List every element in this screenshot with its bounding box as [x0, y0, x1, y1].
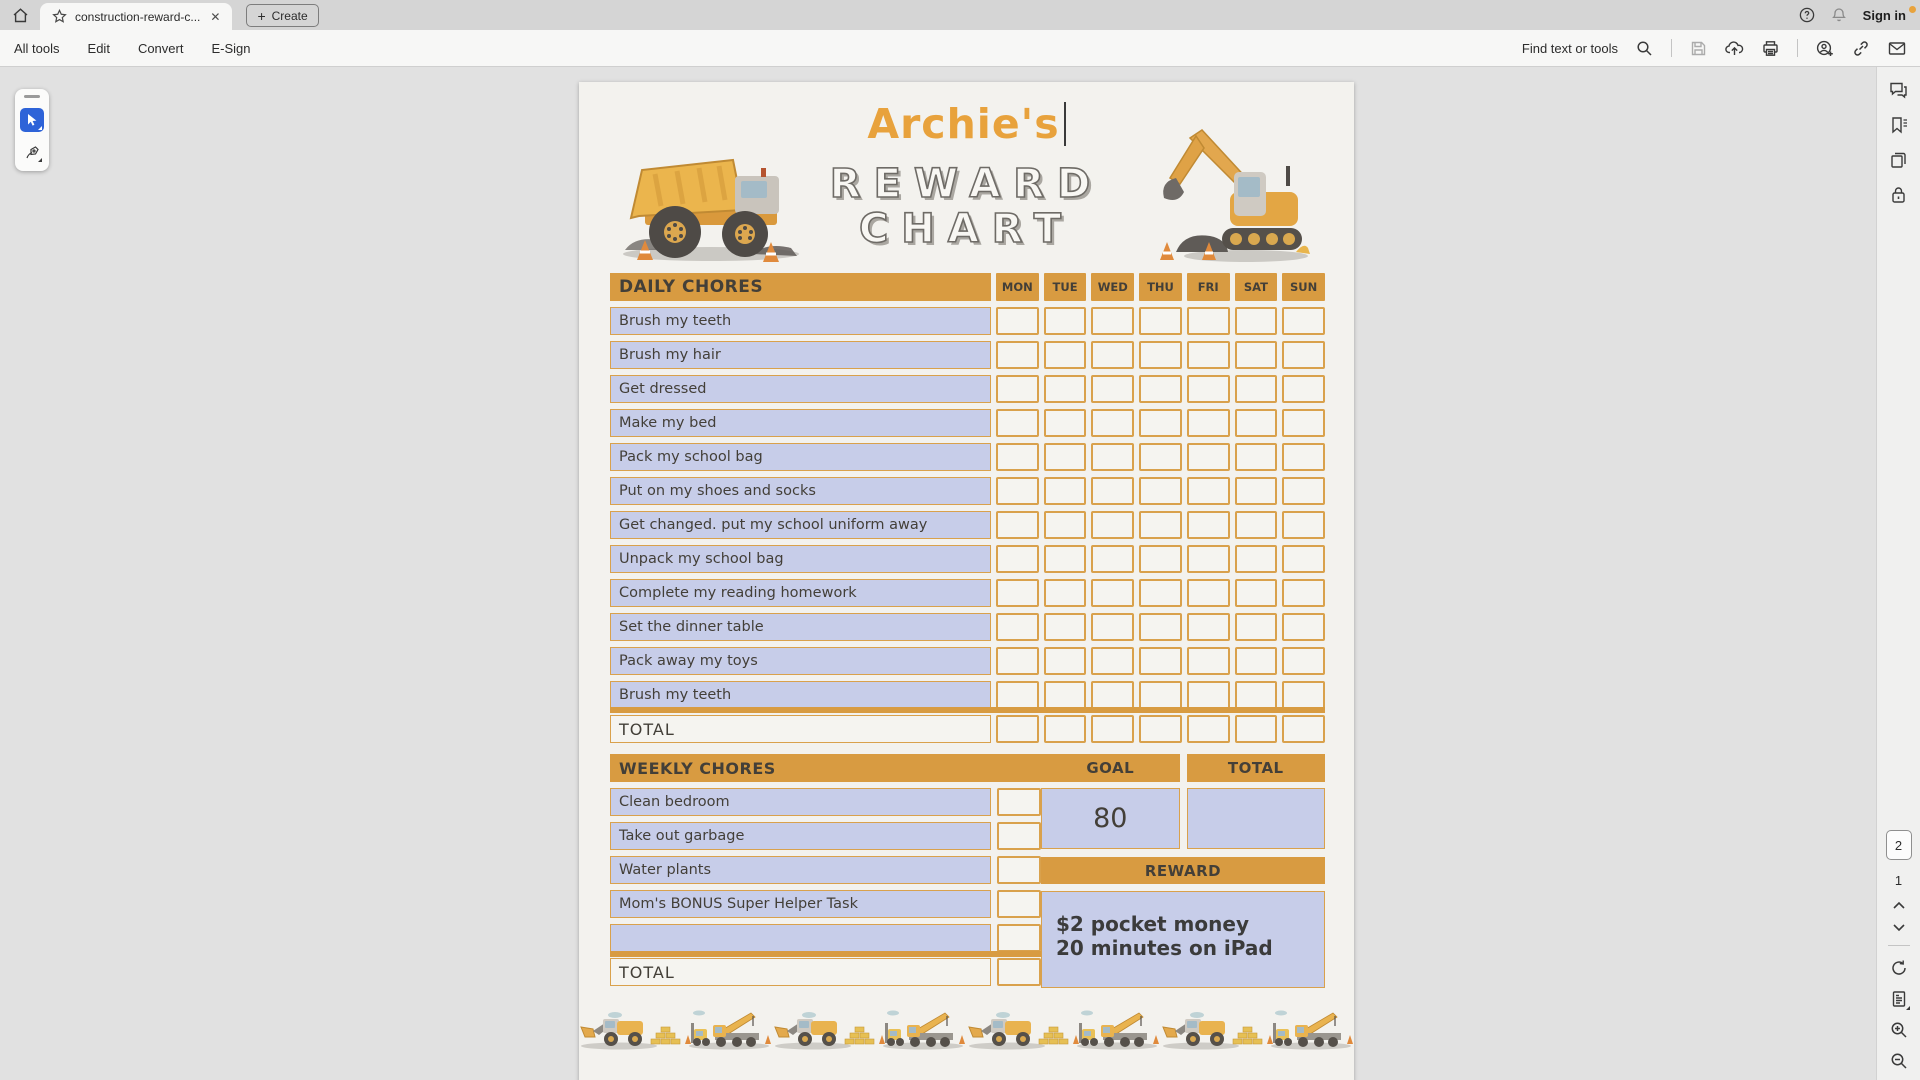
- daily-chores-table: [610, 273, 1325, 743]
- daily-check-cell[interactable]: [1091, 443, 1134, 471]
- daily-check-cell[interactable]: [1187, 375, 1230, 403]
- daily-chore-label: Get changed. put my school uniform away: [610, 511, 991, 539]
- daily-chore-label: Complete my reading homework: [610, 579, 991, 607]
- daily-check-cell[interactable]: [1139, 375, 1182, 403]
- daily-check-cell[interactable]: [1235, 443, 1278, 471]
- weekly-check-cell[interactable]: [997, 856, 1041, 884]
- document-canvas[interactable]: [0, 67, 1876, 1080]
- toolbar-menubar: [0, 30, 1920, 67]
- daily-check-cell[interactable]: [1044, 681, 1087, 709]
- daily-check-cell[interactable]: [1235, 579, 1278, 607]
- daily-check-cell[interactable]: [996, 511, 1039, 539]
- weekly-total-divider: [610, 951, 1041, 957]
- reward-line: $2 pocket money: [1056, 912, 1249, 936]
- bookmarks-icon[interactable]: [1889, 116, 1908, 134]
- daily-check-cell[interactable]: [1282, 681, 1325, 709]
- toolbar-divider: [1671, 39, 1672, 57]
- daily-check-cell[interactable]: [1235, 307, 1278, 335]
- reward-box[interactable]: [1041, 891, 1325, 988]
- total-header: TOTAL: [1187, 754, 1326, 782]
- daily-total-cell[interactable]: [1091, 715, 1134, 743]
- notification-dot: [1909, 6, 1916, 13]
- dump-truck-illustration: [615, 152, 807, 266]
- cloud-upload-icon[interactable]: [1725, 40, 1744, 57]
- daily-check-cell[interactable]: [996, 647, 1039, 675]
- weekly-check-cell[interactable]: [997, 822, 1041, 850]
- zoom-in-icon[interactable]: [1890, 1021, 1908, 1039]
- menu-item-all-tools[interactable]: All tools: [14, 40, 60, 56]
- daily-check-cell[interactable]: [1091, 307, 1134, 335]
- weekly-chores-header: WEEKLY CHORES: [610, 754, 1041, 782]
- rotate-page-icon[interactable]: [1890, 959, 1908, 977]
- daily-check-cell[interactable]: [1139, 307, 1182, 335]
- daily-check-cell[interactable]: [1044, 511, 1087, 539]
- pen-nib-icon: [25, 145, 40, 160]
- daily-total-label: TOTAL: [610, 715, 991, 743]
- daily-check-cell[interactable]: [1187, 511, 1230, 539]
- panel-drag-handle[interactable]: [24, 95, 40, 98]
- daily-check-cell[interactable]: [1235, 613, 1278, 641]
- daily-chore-label: Put on my shoes and socks: [610, 477, 991, 505]
- daily-check-cell[interactable]: [1091, 341, 1134, 369]
- pdf-page[interactable]: [579, 82, 1354, 1080]
- sign-tool-button[interactable]: [20, 140, 44, 164]
- daily-total-divider: [610, 707, 1325, 713]
- daily-check-cell[interactable]: [1282, 613, 1325, 641]
- day-header-sat: SAT: [1235, 273, 1278, 301]
- select-tool-button[interactable]: [20, 108, 44, 132]
- weekly-check-cell[interactable]: [997, 924, 1041, 952]
- daily-check-cell[interactable]: [1282, 409, 1325, 437]
- daily-check-cell[interactable]: [1187, 647, 1230, 675]
- day-header-sun: SUN: [1282, 273, 1325, 301]
- menu-item-edit[interactable]: Edit: [87, 40, 110, 56]
- daily-check-cell[interactable]: [1235, 409, 1278, 437]
- search-icon[interactable]: [1636, 40, 1653, 57]
- daily-check-cell[interactable]: [1044, 409, 1087, 437]
- daily-check-cell[interactable]: [1187, 443, 1230, 471]
- total-value-cell[interactable]: [1187, 788, 1326, 849]
- document-tab[interactable]: [40, 3, 232, 30]
- daily-check-cell[interactable]: [1139, 681, 1182, 709]
- daily-check-cell[interactable]: [1282, 647, 1325, 675]
- daily-check-cell[interactable]: [1139, 511, 1182, 539]
- page-view-settings-icon[interactable]: [1891, 990, 1907, 1008]
- daily-check-cell[interactable]: [1282, 477, 1325, 505]
- daily-check-cell[interactable]: [1091, 647, 1134, 675]
- menu-items: [14, 41, 251, 56]
- daily-check-cell[interactable]: [996, 409, 1039, 437]
- share-link-icon[interactable]: [1852, 40, 1870, 57]
- daily-check-cell[interactable]: [1282, 579, 1325, 607]
- daily-check-cell[interactable]: [1044, 307, 1087, 335]
- protect-lock-icon[interactable]: [1890, 186, 1907, 204]
- goal-header: GOAL: [1041, 754, 1180, 782]
- weekly-chore-label: Clean bedroom: [610, 788, 991, 816]
- daily-check-cell[interactable]: [1139, 409, 1182, 437]
- daily-total-cell[interactable]: [1187, 715, 1230, 743]
- daily-check-cell[interactable]: [1187, 613, 1230, 641]
- chart-owner-text: Archie's: [867, 100, 1060, 148]
- daily-check-cell[interactable]: [1282, 375, 1325, 403]
- daily-total-cell[interactable]: [1282, 715, 1325, 743]
- daily-chore-label: Pack away my toys: [610, 647, 991, 675]
- daily-check-cell[interactable]: [1235, 511, 1278, 539]
- daily-total-cell[interactable]: [1235, 715, 1278, 743]
- daily-check-cell[interactable]: [996, 307, 1039, 335]
- text-edit-caret: [1064, 102, 1066, 146]
- weekly-chore-label: [610, 924, 991, 952]
- daily-check-cell[interactable]: [1139, 477, 1182, 505]
- zoom-out-icon[interactable]: [1890, 1052, 1908, 1070]
- favorite-star-icon[interactable]: [52, 9, 67, 24]
- daily-total-cell[interactable]: [1044, 715, 1087, 743]
- weekly-check-cell[interactable]: [997, 890, 1041, 918]
- next-page-chevron-icon[interactable]: [1892, 923, 1906, 932]
- daily-check-cell[interactable]: [996, 443, 1039, 471]
- daily-check-cell[interactable]: [1044, 647, 1087, 675]
- chart-title-line2: CHART: [858, 206, 1075, 252]
- reward-line: 20 minutes on iPad: [1056, 936, 1273, 960]
- daily-check-cell[interactable]: [1187, 579, 1230, 607]
- weekly-check-cell[interactable]: [997, 788, 1041, 816]
- menu-item-e-sign[interactable]: E-Sign: [211, 40, 251, 56]
- reward-header: REWARD: [1041, 857, 1325, 884]
- daily-chore-label: Make my bed: [610, 409, 991, 437]
- goal-value: 80: [1093, 803, 1128, 834]
- construction-border-art: [579, 1009, 1354, 1051]
- day-header-fri: FRI: [1187, 273, 1230, 301]
- daily-chore-label: Brush my teeth: [610, 307, 991, 335]
- daily-check-cell[interactable]: [1235, 375, 1278, 403]
- daily-check-cell[interactable]: [1187, 409, 1230, 437]
- day-header-mon: MON: [996, 273, 1039, 301]
- daily-check-cell[interactable]: [1235, 341, 1278, 369]
- weekly-chore-label: Take out garbage: [610, 822, 991, 850]
- sign-in-button[interactable]: Sign in: [1862, 7, 1906, 23]
- find-tools-label[interactable]: Find text or tools: [1521, 40, 1618, 56]
- daily-chore-label: Pack my school bag: [610, 443, 991, 471]
- daily-check-cell[interactable]: [1187, 545, 1230, 573]
- daily-check-cell[interactable]: [1187, 681, 1230, 709]
- daily-chore-label: Get dressed: [610, 375, 991, 403]
- previous-page-chevron-icon[interactable]: [1892, 901, 1906, 910]
- daily-check-cell[interactable]: [1187, 477, 1230, 505]
- daily-check-cell[interactable]: [1044, 477, 1087, 505]
- chart-title-line1: REWARD: [829, 161, 1104, 207]
- daily-check-cell[interactable]: [996, 375, 1039, 403]
- daily-check-cell[interactable]: [1235, 545, 1278, 573]
- day-header-wed: WED: [1091, 273, 1134, 301]
- create-button[interactable]: [246, 4, 318, 27]
- daily-check-cell[interactable]: [1044, 443, 1087, 471]
- daily-check-cell[interactable]: [1139, 613, 1182, 641]
- daily-check-cell[interactable]: [1282, 341, 1325, 369]
- day-header-thu: THU: [1139, 273, 1182, 301]
- goal-total-reward-block: [1041, 754, 1325, 988]
- daily-check-cell[interactable]: [996, 579, 1039, 607]
- daily-chore-label: Brush my hair: [610, 341, 991, 369]
- daily-check-cell[interactable]: [1139, 443, 1182, 471]
- daily-check-cell[interactable]: [1044, 341, 1087, 369]
- daily-check-cell[interactable]: [1235, 477, 1278, 505]
- daily-check-cell[interactable]: [1282, 545, 1325, 573]
- daily-check-cell[interactable]: [1282, 511, 1325, 539]
- weekly-total-label: TOTAL: [610, 958, 991, 986]
- weekly-total-cell[interactable]: [997, 958, 1041, 986]
- home-icon: [12, 7, 29, 24]
- daily-check-cell[interactable]: [1091, 681, 1134, 709]
- daily-check-cell[interactable]: [996, 613, 1039, 641]
- tab-close-icon[interactable]: ✕: [210, 9, 221, 24]
- home-button[interactable]: [0, 0, 40, 30]
- toolbar-divider: [1797, 39, 1798, 57]
- daily-check-cell[interactable]: [1282, 307, 1325, 335]
- daily-total-cell[interactable]: [1139, 715, 1182, 743]
- weekly-chore-label: Water plants: [610, 856, 991, 884]
- daily-check-cell[interactable]: [1091, 613, 1134, 641]
- daily-chore-label: Unpack my school bag: [610, 545, 991, 573]
- help-icon[interactable]: [1799, 7, 1815, 23]
- print-icon[interactable]: [1762, 40, 1779, 57]
- cursor-arrow-icon: [25, 113, 39, 127]
- comments-icon[interactable]: [1889, 81, 1908, 99]
- daily-check-cell[interactable]: [1091, 375, 1134, 403]
- page-thumbnails-icon[interactable]: [1890, 151, 1908, 169]
- quick-tools-panel: [15, 89, 49, 171]
- daily-check-cell[interactable]: [1139, 545, 1182, 573]
- browser-top-bar: [0, 0, 1920, 30]
- right-tools-rail: [1876, 67, 1920, 1080]
- daily-check-cell[interactable]: [1091, 477, 1134, 505]
- email-icon[interactable]: [1888, 41, 1906, 56]
- current-page-input[interactable]: 2: [1886, 830, 1912, 860]
- daily-chore-label: Set the dinner table: [610, 613, 991, 641]
- daily-check-cell[interactable]: [1282, 443, 1325, 471]
- notifications-bell-icon[interactable]: [1831, 7, 1847, 23]
- add-reviewer-icon[interactable]: [1816, 40, 1834, 57]
- tab-title: construction-reward-c...: [75, 9, 201, 24]
- excavator-illustration: [1146, 126, 1310, 266]
- daily-check-cell[interactable]: [996, 341, 1039, 369]
- daily-check-cell[interactable]: [1091, 409, 1134, 437]
- daily-check-cell[interactable]: [996, 681, 1039, 709]
- day-header-tue: TUE: [1044, 273, 1087, 301]
- daily-check-cell[interactable]: [996, 477, 1039, 505]
- daily-check-cell[interactable]: [1044, 375, 1087, 403]
- daily-check-cell[interactable]: [1187, 341, 1230, 369]
- daily-check-cell[interactable]: [1044, 579, 1087, 607]
- daily-chores-header: DAILY CHORES: [610, 273, 991, 301]
- menu-item-convert[interactable]: Convert: [137, 40, 184, 56]
- daily-check-cell[interactable]: [1044, 613, 1087, 641]
- daily-check-cell[interactable]: [1235, 647, 1278, 675]
- daily-check-cell[interactable]: [1091, 579, 1134, 607]
- daily-check-cell[interactable]: [1187, 307, 1230, 335]
- create-button-label: Create: [271, 8, 308, 23]
- save-icon: [1690, 40, 1707, 57]
- daily-check-cell[interactable]: [1139, 341, 1182, 369]
- daily-check-cell[interactable]: [1139, 647, 1182, 675]
- daily-check-cell[interactable]: [996, 545, 1039, 573]
- goal-value-cell[interactable]: [1041, 788, 1180, 849]
- daily-check-cell[interactable]: [1091, 511, 1134, 539]
- plus-icon: +: [257, 7, 266, 24]
- daily-check-cell[interactable]: [1139, 579, 1182, 607]
- weekly-chore-label: Mom's BONUS Super Helper Task: [610, 890, 991, 918]
- rail-divider: [1888, 945, 1910, 946]
- daily-check-cell[interactable]: [1044, 545, 1087, 573]
- daily-check-cell[interactable]: [1235, 681, 1278, 709]
- daily-check-cell[interactable]: [1091, 545, 1134, 573]
- daily-chore-label: Brush my teeth: [610, 681, 991, 709]
- daily-total-cell[interactable]: [996, 715, 1039, 743]
- page-count-label: 1: [1894, 873, 1903, 888]
